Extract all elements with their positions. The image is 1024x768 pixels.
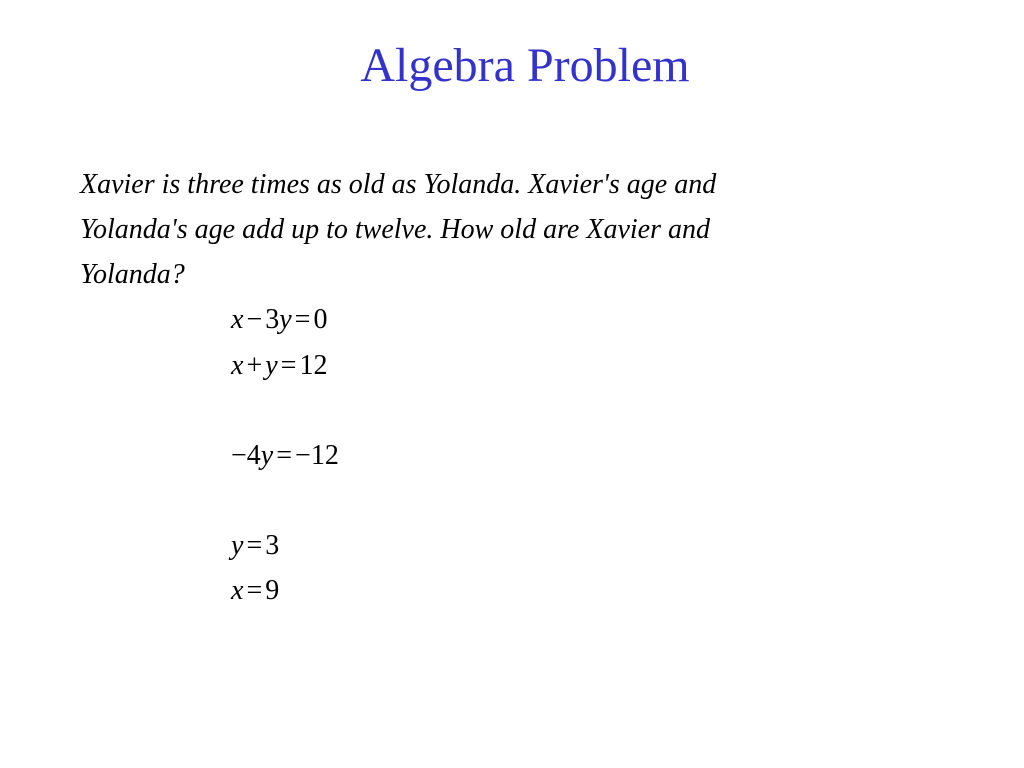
eq-rhs: 9 xyxy=(265,575,280,606)
problem-line: Yolanda? xyxy=(80,259,185,290)
eq-term: x xyxy=(231,350,244,381)
eq-equals: = xyxy=(246,530,263,561)
problem-line: Yolanda's age add up to twelve. How old are Xavier and xyxy=(80,214,710,245)
equation-1 xyxy=(231,300,327,340)
eq-term: −4y xyxy=(231,440,274,471)
eq-term: 3y xyxy=(265,304,292,335)
eq-equals: = xyxy=(280,350,297,381)
eq-term: y xyxy=(265,350,278,381)
slide-title: Algebra Problem xyxy=(360,39,690,92)
equation-2 xyxy=(231,346,327,386)
eq-rhs: 3 xyxy=(265,530,280,561)
problem-line: Xavier is three times as old as Yolanda. Xavier's age and xyxy=(80,169,717,200)
eq-term: x xyxy=(231,575,244,606)
equation-5 xyxy=(231,571,279,611)
eq-rhs: −12 xyxy=(295,440,339,471)
eq-equals: = xyxy=(276,440,293,471)
eq-operator: + xyxy=(246,350,263,381)
eq-term: x xyxy=(231,304,244,335)
eq-operator: − xyxy=(246,304,263,335)
eq-term: y xyxy=(231,530,244,561)
equation-3 xyxy=(231,436,339,476)
equation-4 xyxy=(231,526,279,566)
eq-equals: = xyxy=(294,304,311,335)
eq-equals: = xyxy=(246,575,263,606)
eq-rhs: 0 xyxy=(313,304,328,335)
eq-rhs: 12 xyxy=(299,350,328,381)
problem-statement xyxy=(80,162,880,297)
